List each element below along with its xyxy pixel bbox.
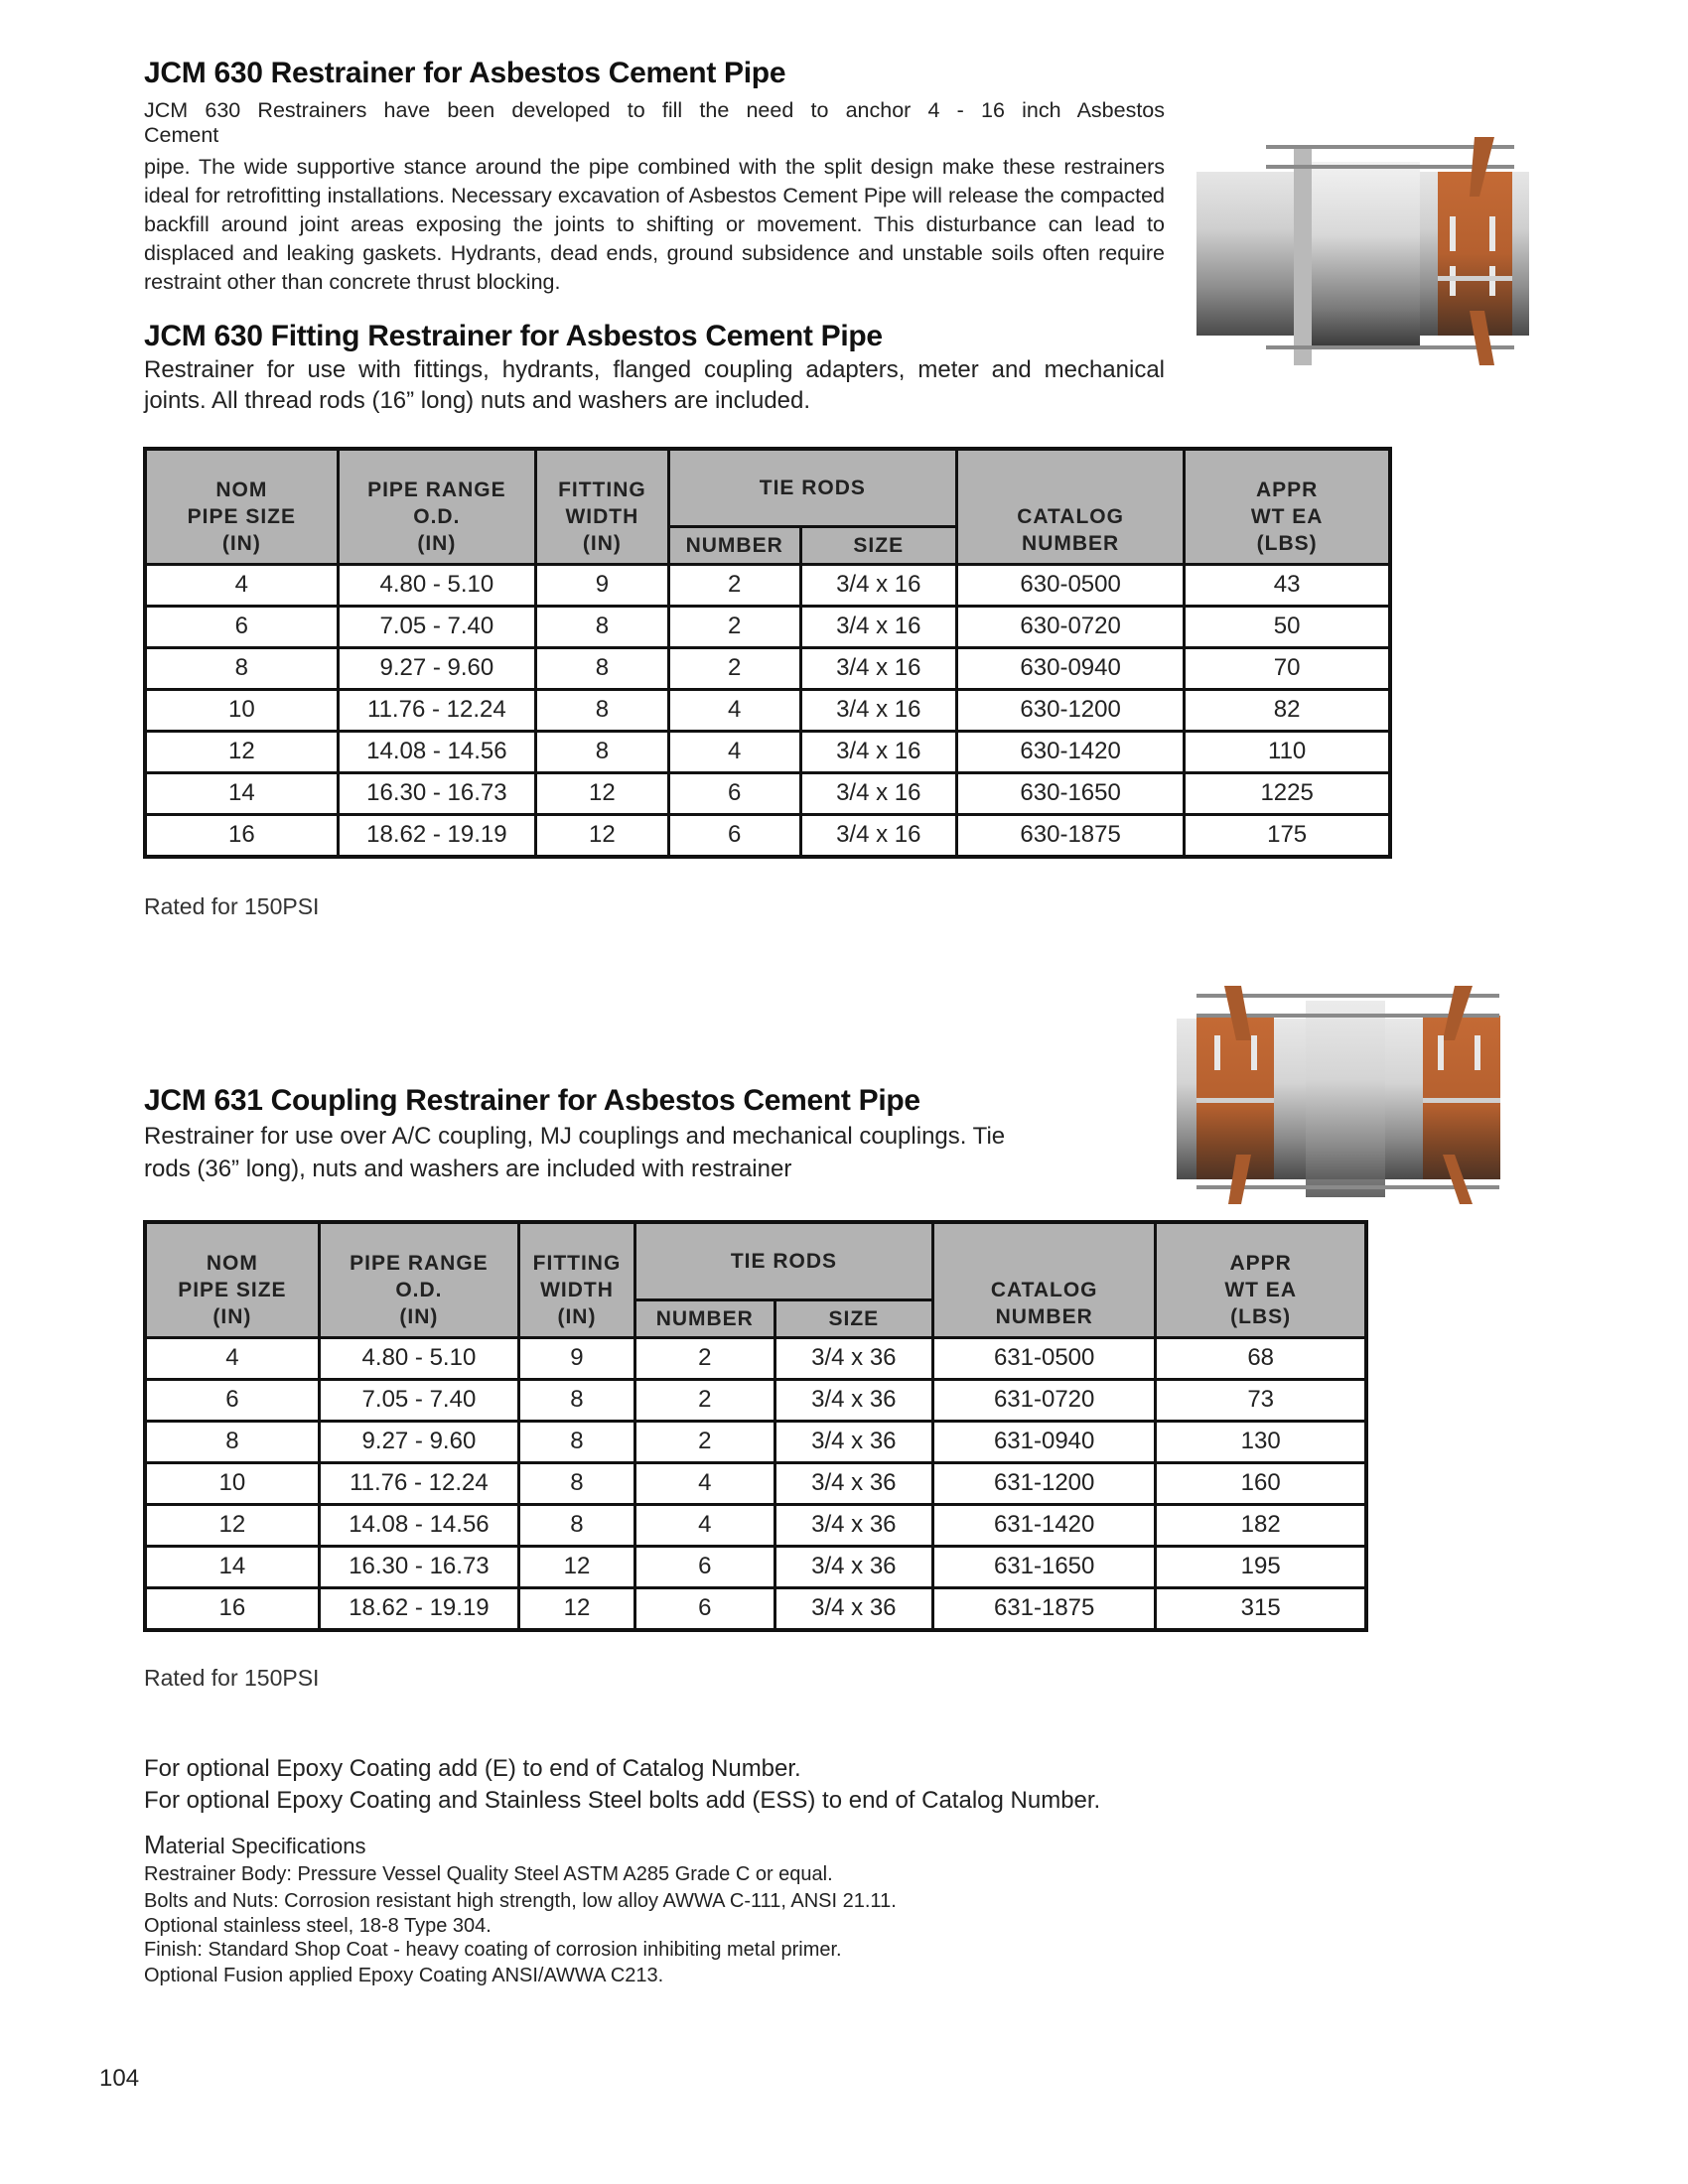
spec-line: Optional Fusion applied Epoxy Coating ANSI/AWWA C213. [144,1965,664,1986]
cell-catalog-number: 631-0720 [933,1379,1156,1421]
cell-fitting-width: 8 [519,1504,635,1546]
cell-nom-pipe-size: 8 [145,647,338,689]
pressure-rating: Rated for 150PSI [144,893,320,919]
cell-pipe-range: 4.80 - 5.10 [319,1337,518,1379]
cell-nom-pipe-size: 6 [145,606,338,647]
section2-description: Restrainer for use with fittings, hydrants, flanged coupling adapters, meter and mechanical joints. All thread rods (16” long) nuts and washers are included. [144,356,1165,414]
cell-catalog-number: 630-0500 [956,564,1184,606]
cell-tie-rod-number: 6 [668,772,800,814]
header-tie-rod-number: NUMBER [668,526,800,564]
cell-tie-rod-number: 4 [668,731,800,772]
cell-nom-pipe-size: 14 [145,772,338,814]
cell-nom-pipe-size: 4 [145,1337,319,1379]
cell-tie-rod-number: 4 [634,1504,774,1546]
header-pipe-range: PIPE RANGE O.D. (IN) [338,449,535,564]
epoxy-ss-note: For optional Epoxy Coating and Stainless Steel bolts add (ESS) to end of Catalog Number. [144,1787,1101,1814]
cell-catalog-number: 630-0940 [956,647,1184,689]
cell-fitting-width: 9 [519,1337,635,1379]
header-weight: APPR WT EA (LBS) [1156,1222,1366,1337]
cell-catalog-number: 631-1650 [933,1546,1156,1587]
cell-weight: 1225 [1185,772,1390,814]
cell-fitting-width: 8 [536,689,669,731]
cell-pipe-range: 14.08 - 14.56 [338,731,535,772]
cell-catalog-number: 631-0500 [933,1337,1156,1379]
cell-tie-rod-number: 6 [668,814,800,857]
cell-catalog-number: 630-0720 [956,606,1184,647]
cell-tie-rod-size: 3/4 x 16 [800,731,956,772]
cell-pipe-range: 14.08 - 14.56 [319,1504,518,1546]
cell-fitting-width: 8 [536,731,669,772]
coupling-restrainer-illustration [1157,961,1504,1204]
cell-tie-rod-size: 3/4 x 16 [800,689,956,731]
cell-tie-rod-size: 3/4 x 16 [800,564,956,606]
header-tie-rod-size: SIZE [774,1299,932,1337]
paragraph-line: Cement [144,123,219,147]
header-fitting-width: FITTING WIDTH (IN) [536,449,669,564]
header-catalog-number: CATALOG NUMBER [956,449,1184,564]
cell-weight: 73 [1156,1379,1366,1421]
section2-title: JCM 630 Fitting Restrainer for Asbestos Cement Pipe [144,320,883,352]
cell-tie-rod-size: 3/4 x 16 [800,814,956,857]
section1-title: JCM 630 Restrainer for Asbestos Cement Pipe [144,57,786,89]
cell-tie-rod-size: 3/4 x 36 [774,1504,932,1546]
cell-fitting-width: 8 [536,647,669,689]
cell-nom-pipe-size: 10 [145,689,338,731]
section3-description [144,1120,1147,1185]
cell-pipe-range: 7.05 - 7.40 [338,606,535,647]
cell-pipe-range: 11.76 - 12.24 [319,1462,518,1504]
cell-tie-rod-size: 3/4 x 36 [774,1546,932,1587]
cell-tie-rod-size: 3/4 x 16 [800,606,956,647]
cell-nom-pipe-size: 16 [145,1587,319,1630]
cell-fitting-width: 12 [536,814,669,857]
table-row [145,689,1390,731]
cell-nom-pipe-size: 6 [145,1379,319,1421]
table-row [145,1504,1366,1546]
table-row [145,1546,1366,1587]
header-catalog-number: CATALOG NUMBER [933,1222,1156,1337]
header-tie-rods: TIE RODS [668,449,956,526]
cell-nom-pipe-size: 12 [145,731,338,772]
cell-pipe-range: 16.30 - 16.73 [319,1546,518,1587]
epoxy-option-note [144,1753,1100,1817]
header-pipe-range: PIPE RANGE O.D. (IN) [319,1222,518,1337]
table-row [145,772,1390,814]
cell-tie-rod-number: 2 [668,606,800,647]
cell-nom-pipe-size: 8 [145,1421,319,1462]
cell-nom-pipe-size: 10 [145,1462,319,1504]
table-row [145,606,1390,647]
cell-weight: 82 [1185,689,1390,731]
spec-line: Bolts and Nuts: Corrosion resistant high strength, low alloy AWWA C-111, ANSI 21.11. [144,1890,897,1912]
description-line: Restrainer for use over A/C coupling, MJ couplings and mechanical couplings. Tie [144,1123,1006,1150]
cell-weight: 43 [1185,564,1390,606]
cell-tie-rod-size: 3/4 x 36 [774,1421,932,1462]
cell-tie-rod-size: 3/4 x 16 [800,647,956,689]
cell-weight: 50 [1185,606,1390,647]
cell-tie-rod-size: 3/4 x 36 [774,1587,932,1630]
cell-tie-rod-number: 4 [634,1462,774,1504]
header-nom-pipe-size: NOM PIPE SIZE (IN) [145,449,338,564]
cell-fitting-width: 12 [519,1546,635,1587]
cell-weight: 110 [1185,731,1390,772]
product-image-630 [1187,117,1534,365]
table-row [145,731,1390,772]
cell-tie-rod-size: 3/4 x 36 [774,1337,932,1379]
cell-weight: 315 [1156,1587,1366,1630]
cell-catalog-number: 630-1875 [956,814,1184,857]
page-number: 104 [99,2065,140,2092]
cell-tie-rod-number: 6 [634,1546,774,1587]
cell-fitting-width: 8 [519,1421,635,1462]
header-tie-rods: TIE RODS [634,1222,932,1299]
cell-catalog-number: 630-1420 [956,731,1184,772]
cell-tie-rod-size: 3/4 x 16 [800,772,956,814]
cell-tie-rod-number: 2 [634,1379,774,1421]
cell-fitting-width: 8 [536,606,669,647]
section3-title: JCM 631 Coupling Restrainer for Asbestos Cement Pipe [144,1084,920,1117]
paragraph-line: JCM 630 Restrainers have been developed to fill the need to anchor 4 - 16 inch Asbestos [144,98,1165,122]
cell-catalog-number: 631-1420 [933,1504,1156,1546]
cell-weight: 130 [1156,1421,1366,1462]
cell-catalog-number: 630-1200 [956,689,1184,731]
header-tie-rod-size: SIZE [800,526,956,564]
pressure-rating: Rated for 150PSI [144,1665,320,1691]
cell-tie-rod-number: 4 [668,689,800,731]
cell-pipe-range: 18.62 - 19.19 [319,1587,518,1630]
cell-fitting-width: 8 [519,1462,635,1504]
table-row [145,1462,1366,1504]
cell-nom-pipe-size: 12 [145,1504,319,1546]
section1-paragraph [144,96,1165,297]
cell-nom-pipe-size: 14 [145,1546,319,1587]
spec-table-630 [143,447,1392,859]
spec-line: Optional stainless steel, 18-8 Type 304. [144,1915,492,1937]
spec-line: Restrainer Body: Pressure Vessel Quality Steel ASTM A285 Grade C or equal. [144,1863,833,1885]
material-specifications [144,1832,897,1987]
cell-pipe-range: 9.27 - 9.60 [319,1421,518,1462]
spec-line: Finish: Standard Shop Coat - heavy coating of corrosion inhibiting metal primer. [144,1939,842,1961]
header-weight: APPR WT EA (LBS) [1185,449,1390,564]
cell-weight: 182 [1156,1504,1366,1546]
header-tie-rod-number: NUMBER [634,1299,774,1337]
cell-nom-pipe-size: 16 [145,814,338,857]
cell-catalog-number: 631-1875 [933,1587,1156,1630]
cell-pipe-range: 16.30 - 16.73 [338,772,535,814]
table-row [145,1587,1366,1630]
cell-weight: 175 [1185,814,1390,857]
epoxy-note: For optional Epoxy Coating add (E) to end of Catalog Number. [144,1755,801,1782]
cell-weight: 68 [1156,1337,1366,1379]
cell-catalog-number: 631-1200 [933,1462,1156,1504]
cell-pipe-range: 11.76 - 12.24 [338,689,535,731]
table-row [145,647,1390,689]
cell-fitting-width: 8 [519,1379,635,1421]
cell-tie-rod-number: 2 [668,647,800,689]
material-specifications-heading: Material Specifications [144,1830,366,1859]
cell-pipe-range: 18.62 - 19.19 [338,814,535,857]
cell-tie-rod-size: 3/4 x 36 [774,1379,932,1421]
cell-fitting-width: 12 [519,1587,635,1630]
table-row [145,1337,1366,1379]
header-nom-pipe-size: NOM PIPE SIZE (IN) [145,1222,319,1337]
cell-weight: 70 [1185,647,1390,689]
cell-tie-rod-number: 6 [634,1587,774,1630]
table-row [145,814,1390,857]
cell-nom-pipe-size: 4 [145,564,338,606]
header-fitting-width: FITTING WIDTH (IN) [519,1222,635,1337]
cell-pipe-range: 9.27 - 9.60 [338,647,535,689]
cell-weight: 160 [1156,1462,1366,1504]
table-row [145,1421,1366,1462]
cell-fitting-width: 12 [536,772,669,814]
cell-catalog-number: 630-1650 [956,772,1184,814]
cell-pipe-range: 7.05 - 7.40 [319,1379,518,1421]
table-row [145,564,1390,606]
table-row [145,1379,1366,1421]
product-image-631 [1157,961,1504,1204]
cell-pipe-range: 4.80 - 5.10 [338,564,535,606]
spec-table-631 [143,1220,1368,1632]
pipe-restrainer-illustration [1187,117,1534,365]
paragraph-line: pipe. The wide supportive stance around the pipe combined with the split design make these restrainers ideal for retrofitting installations. Necessary excavation of Asbestos Cement Pipe will release the compacted backfill around joint areas exposing the joints to shifting or movement. This disturbance can lead to displaced and leaking gaskets. Hydrants, dead ends, ground subsidence and unstable soils often require restraint other than concrete thrust blocking. [144,155,1165,294]
cell-tie-rod-number: 2 [634,1337,774,1379]
cell-tie-rod-size: 3/4 x 36 [774,1462,932,1504]
cell-tie-rod-number: 2 [668,564,800,606]
cell-tie-rod-number: 2 [634,1421,774,1462]
cell-catalog-number: 631-0940 [933,1421,1156,1462]
cell-fitting-width: 9 [536,564,669,606]
description-line: rods (36” long), nuts and washers are included with restrainer [144,1156,792,1182]
cell-weight: 195 [1156,1546,1366,1587]
